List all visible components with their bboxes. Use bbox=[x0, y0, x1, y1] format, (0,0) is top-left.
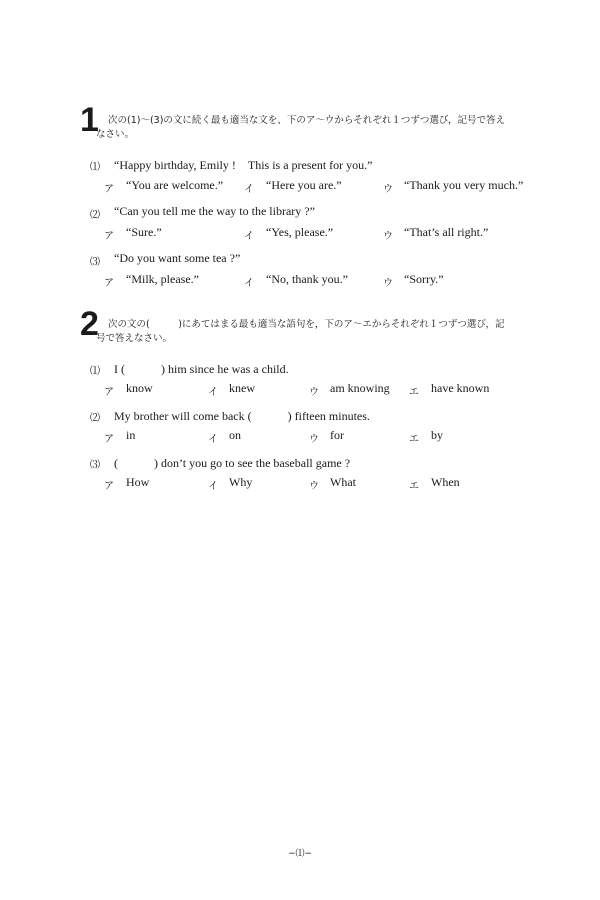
s2-q3-option-b-label: イ bbox=[208, 481, 218, 492]
section-2-number: 2 bbox=[80, 305, 99, 343]
s2-q2-option-a-text: in bbox=[126, 428, 136, 442]
s1-q3-option-b-text: “No, thank you.” bbox=[266, 272, 348, 286]
s2-q1-option-c-label: ウ bbox=[309, 387, 319, 398]
s1-q3-option-c-label: ウ bbox=[383, 278, 393, 289]
s2-q2-text: My brother will come back ( ) fifteen minutes. bbox=[114, 409, 370, 423]
page-number: −⑴− bbox=[288, 849, 313, 859]
s2-q2-option-b-text: on bbox=[229, 428, 241, 442]
s2-q1-option-a-text: know bbox=[126, 381, 153, 395]
section-1-number: 1 bbox=[80, 101, 99, 139]
s2-q1-option-b-text: knew bbox=[229, 381, 255, 395]
s2-q2-option-b-label: イ bbox=[208, 434, 218, 445]
s1-q2-option-b-text: “Yes, please.” bbox=[266, 225, 334, 239]
s1-q3-option-a-text: “Milk, please.” bbox=[126, 272, 199, 286]
s1-q2-option-a-label: ア bbox=[104, 231, 114, 242]
s2-q2-option-d-text: by bbox=[431, 428, 443, 442]
s1-q2-number: ⑵ bbox=[90, 210, 100, 221]
s2-q1-option-c-text: am knowing bbox=[330, 381, 390, 395]
s1-q1-option-b-text: “Here you are.” bbox=[266, 178, 342, 192]
s2-q3-text: ( ) don’t you go to see the baseball game ? bbox=[114, 456, 351, 470]
s2-q3-option-c-text: What bbox=[330, 475, 356, 489]
s1-q1-text: “Happy birthday, Emily ! This is a present for you.” bbox=[114, 158, 373, 172]
s1-q1-option-a-text: “You are welcome.” bbox=[126, 178, 224, 192]
s2-q3-option-b-text: Why bbox=[229, 475, 253, 489]
s2-q1-option-a-label: ア bbox=[104, 387, 114, 398]
s2-q1-option-b-label: イ bbox=[208, 387, 218, 398]
s2-q2-option-d-label: エ bbox=[409, 434, 419, 445]
s1-q1-option-b-label: イ bbox=[244, 184, 254, 195]
s2-q3-number: ⑶ bbox=[90, 460, 100, 471]
s2-q2-option-c-label: ウ bbox=[309, 434, 319, 445]
s2-q1-option-d-label: エ bbox=[409, 387, 419, 398]
s1-q3-option-b-label: イ bbox=[244, 278, 254, 289]
section-2-instruction-line-2: 号で答えなさい。 bbox=[96, 333, 173, 344]
s2-q3-option-d-label: エ bbox=[409, 481, 419, 492]
s1-q3-number: ⑶ bbox=[90, 257, 100, 268]
s1-q2-text: “Can you tell me the way to the library ?” bbox=[114, 204, 315, 218]
s2-q2-number: ⑵ bbox=[90, 413, 100, 424]
s1-q2-option-a-text: “Sure.” bbox=[126, 225, 162, 239]
s2-q3-option-c-label: ウ bbox=[309, 481, 319, 492]
s2-q3-option-a-text: How bbox=[126, 475, 150, 489]
s2-q2-option-c-text: for bbox=[330, 428, 344, 442]
s2-q1-text: I ( ) him since he was a child. bbox=[114, 362, 289, 376]
s1-q1-option-c-label: ウ bbox=[383, 184, 393, 195]
section-1-instruction-line-1: 次の(1)〜(3)の文に続く最も適当な文を、下のア〜ウからそれぞれ１つずつ選び，記号で答え bbox=[108, 115, 506, 126]
s1-q1-number: ⑴ bbox=[90, 162, 100, 173]
s1-q3-option-a-label: ア bbox=[104, 278, 114, 289]
s2-q2-option-a-label: ア bbox=[104, 434, 114, 445]
s1-q1-option-a-label: ア bbox=[104, 184, 114, 195]
s1-q3-option-c-text: “Sorry.” bbox=[404, 272, 444, 286]
section-2-instruction-line-1: 次の文の( )にあてはまる最も適当な語句を，下のア〜エからそれぞれ１つずつ選び，記 bbox=[108, 319, 505, 330]
s1-q2-option-c-text: “That’s all right.” bbox=[404, 225, 489, 239]
s1-q3-text: “Do you want some tea ?” bbox=[114, 251, 241, 265]
s2-q3-option-a-label: ア bbox=[104, 481, 114, 492]
s1-q2-option-b-label: イ bbox=[244, 231, 254, 242]
s1-q2-option-c-label: ウ bbox=[383, 231, 393, 242]
s2-q1-option-d-text: have known bbox=[431, 381, 490, 395]
s2-q1-number: ⑴ bbox=[90, 366, 100, 377]
section-1-instruction-line-2: なさい。 bbox=[96, 129, 135, 140]
s1-q1-option-c-text: “Thank you very much.” bbox=[404, 178, 524, 192]
s2-q3-option-d-text: When bbox=[431, 475, 460, 489]
